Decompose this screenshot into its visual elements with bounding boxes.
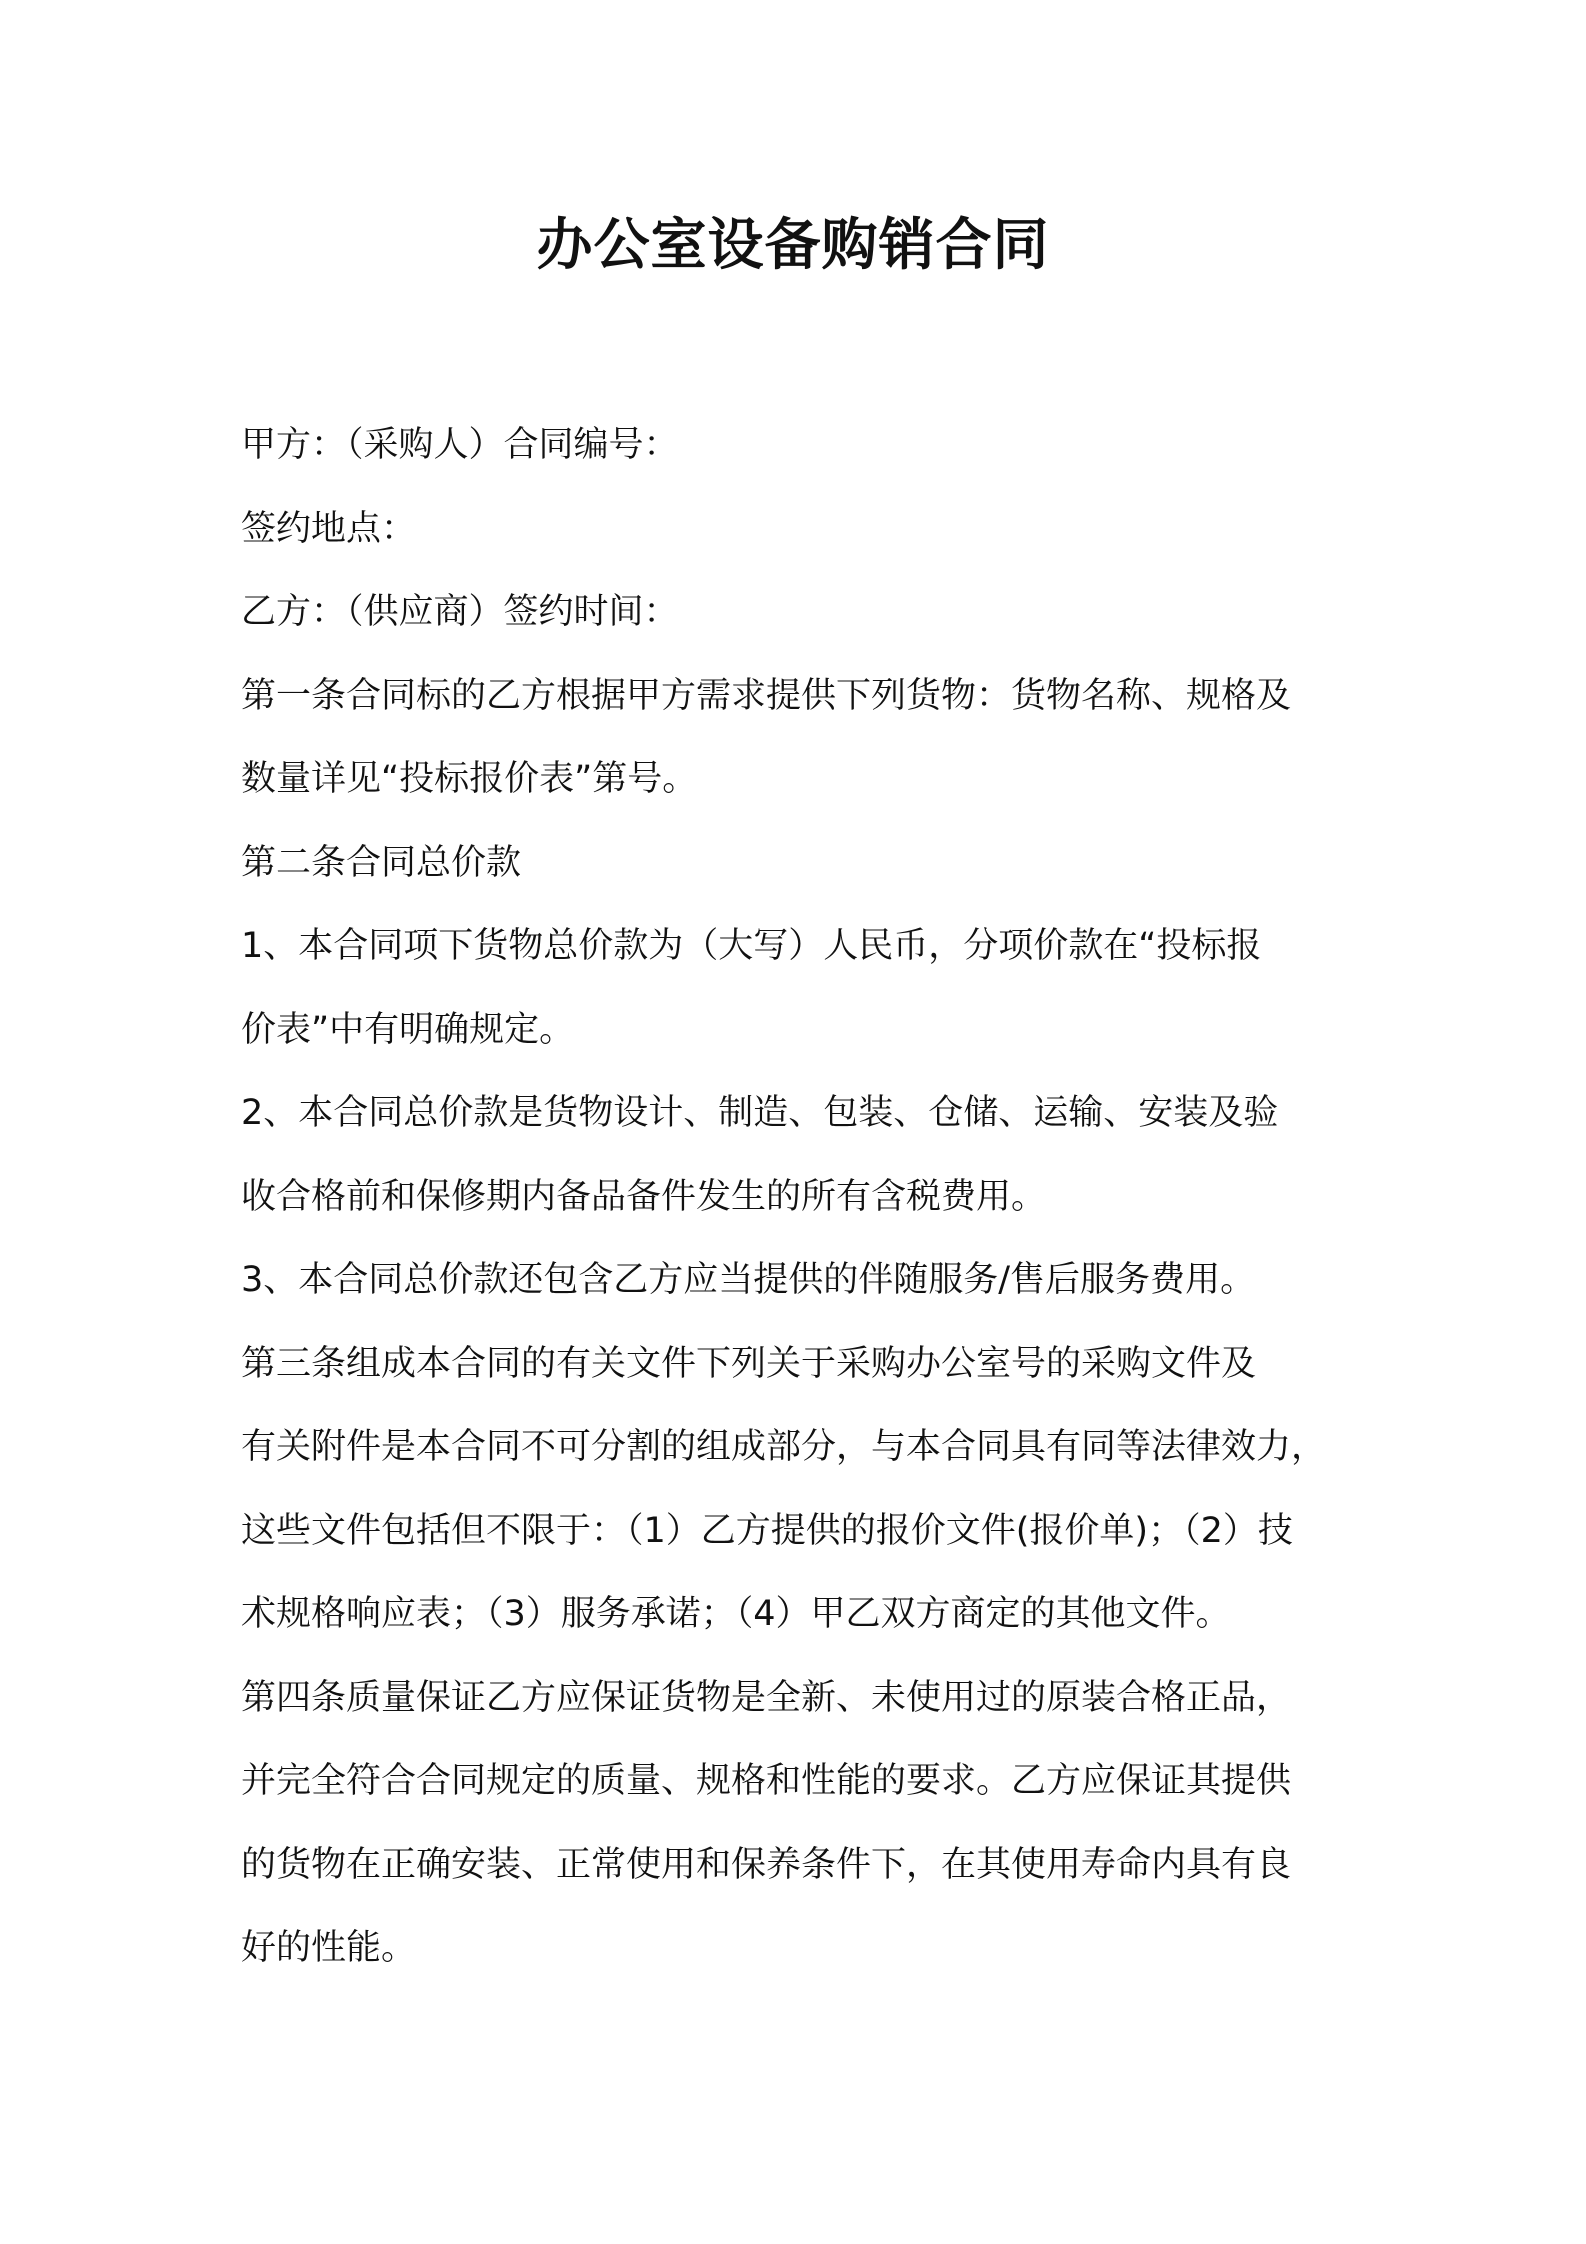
text-line-article-4-cont-1: 并完全符合合同规定的质量、规格和性能的要求。乙方应保证其提供 [241,1761,1292,1801]
text-line-sign-location: 签约地点： [241,508,417,549]
text-line-article-4-cont-2: 的货物在正确安装、正常使用和保养条件下，在其使用寿命内具有良 [241,1844,1292,1885]
text-line-article-2-item-2: 2、本合同总价款是货物设计、制造、包装、仓储、运输、安装及验 [241,1093,1279,1133]
text-line-article-4-cont-3: 好的性能。 [241,1928,417,1968]
text-line-article-2-item-3: 3、本合同总价款还包含乙方应当提供的伴随服务/售后服务费用。 [241,1260,1256,1300]
text-line-article-3-cont-3: 术规格响应表；（3）服务承诺；（4）甲乙双方商定的其他文件。 [241,1594,1231,1634]
document-title: 办公室设备购销合同 [536,213,1050,278]
text-line-article-1-cont: 数量详见“投标报价表”第号。 [241,759,698,799]
text-line-article-2-heading: 第二条合同总价款 [241,842,522,883]
text-line-party-b: 乙方：（供应商）签约时间： [241,592,679,632]
text-line-party-a: 甲方：（采购人）合同编号： [241,425,679,465]
text-line-article-3-cont-2: 这些文件包括但不限于：（1）乙方提供的报价文件(报价单)；（2）技 [241,1510,1293,1551]
document-body [241,404,1371,1991]
text-line-article-2-item-1-cont: 价表”中有明确规定。 [241,1009,575,1050]
text-line-article-3-cont-1: 有关附件是本合同不可分割的组成部分，与本合同具有同等法律效力， [241,1427,1327,1467]
text-line-article-4: 第四条质量保证乙方应保证货物是全新、未使用过的原装合格正品， [241,1677,1292,1718]
text-line-article-2-item-2-cont: 收合格前和保修期内备品备件发生的所有含税费用。 [241,1176,1047,1217]
text-line-article-3: 第三条组成本合同的有关文件下列关于采购办公室号的采购文件及 [241,1343,1257,1384]
text-line-article-2-item-1: 1、本合同项下货物总价款为（大写）人民币，分项价款在“投标报 [241,926,1262,966]
text-line-article-1: 第一条合同标的乙方根据甲方需求提供下列货物：货物名称、规格及 [241,675,1292,716]
